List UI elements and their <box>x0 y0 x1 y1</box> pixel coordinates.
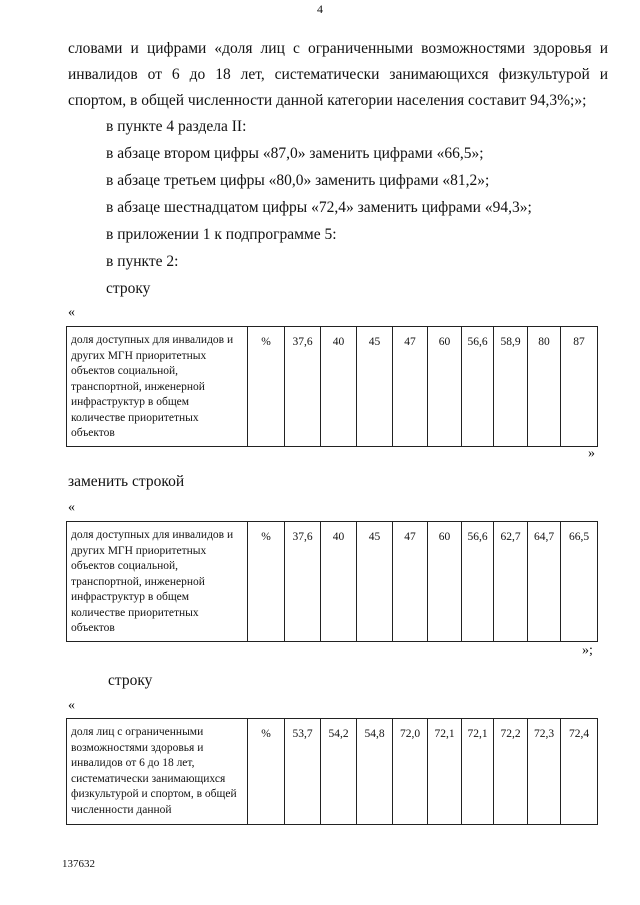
table1-unit: % <box>248 327 285 447</box>
open-quote-3: « <box>68 698 75 713</box>
table-third-row <box>66 718 598 825</box>
table2-value: 66,5 <box>561 522 598 642</box>
table2-value: 37,6 <box>285 522 321 642</box>
table1-value: 60 <box>428 327 462 447</box>
table3-value: 53,7 <box>285 719 321 825</box>
table2-value: 60 <box>428 522 462 642</box>
table3-value: 72,0 <box>393 719 428 825</box>
instruction-7: строку <box>106 280 151 297</box>
intro-paragraph: словами и цифрами «доля лиц с ограниченными возможностями здоровья и инвалидов от 6 до 18 лет, систематически занимающихся физкультурой и спортом, в общей численности данной категории населения составит 94,3%;»; <box>68 40 608 109</box>
instruction-4: в абзаце шестнадцатом цифры «72,4» заменить цифрами «94,3»; <box>106 199 532 216</box>
instruction-3: в абзаце третьем цифры «80,0» заменить цифрами «81,2»; <box>106 172 490 189</box>
table1-description: доля доступных для инвалидов и других МГН приоритетных объектов социальной, транспортной, инженерной инфраструктур в общем количестве приоритетных объектов <box>67 327 248 447</box>
table2-description: доля доступных для инвалидов и других МГН приоритетных объектов социальной, транспортной, инженерной инфраструктур в общем количестве приоритетных объектов <box>67 522 248 642</box>
open-quote-2: « <box>68 500 75 515</box>
instruction-1: в пункте 4 раздела II: <box>106 118 247 135</box>
table3-value: 72,1 <box>462 719 494 825</box>
table2-value: 40 <box>321 522 357 642</box>
table3-value: 72,3 <box>528 719 561 825</box>
footer-code: 137632 <box>62 858 95 870</box>
table3-value: 72,1 <box>428 719 462 825</box>
open-quote-1: « <box>68 305 75 320</box>
table2-value: 62,7 <box>494 522 528 642</box>
table1-value: 40 <box>321 327 357 447</box>
table3-value: 72,4 <box>561 719 598 825</box>
close-quote-1: » <box>588 446 595 461</box>
table3-description: доля лиц с ограниченными возможностями здоровья и инвалидов от 6 до 18 лет, систематически занимающихся физкультурой и спортом, в общей численности данной <box>67 719 248 825</box>
table1-value: 87 <box>561 327 598 447</box>
instruction-5: в приложении 1 к подпрограмме 5: <box>106 226 337 243</box>
table1-value: 58,9 <box>494 327 528 447</box>
instruction-6: в пункте 2: <box>106 253 179 270</box>
table2-value: 45 <box>357 522 393 642</box>
table1-value: 56,6 <box>462 327 494 447</box>
instruction-2: в абзаце втором цифры «87,0» заменить цифрами «66,5»; <box>106 145 484 162</box>
table2-value: 47 <box>393 522 428 642</box>
table1-value: 45 <box>357 327 393 447</box>
row-word-label: строку <box>108 672 153 689</box>
table1-value: 80 <box>528 327 561 447</box>
table1-value: 47 <box>393 327 428 447</box>
table3-value: 54,8 <box>357 719 393 825</box>
close-quote-2: »; <box>582 643 593 658</box>
table3-unit: % <box>248 719 285 825</box>
table-new-row <box>66 521 598 642</box>
table3-value: 54,2 <box>321 719 357 825</box>
table2-value: 64,7 <box>528 522 561 642</box>
table2-unit: % <box>248 522 285 642</box>
table1-value: 37,6 <box>285 327 321 447</box>
page-number: 4 <box>317 2 323 16</box>
replace-with-label: заменить строкой <box>68 473 185 490</box>
table-old-row <box>66 326 598 447</box>
table3-value: 72,2 <box>494 719 528 825</box>
table2-value: 56,6 <box>462 522 494 642</box>
